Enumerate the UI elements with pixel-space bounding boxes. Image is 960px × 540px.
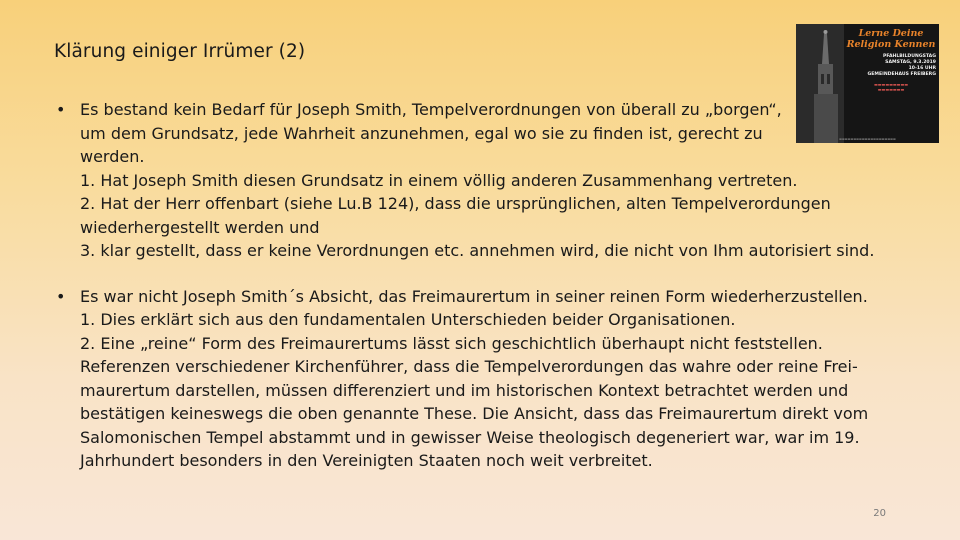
- bullet-text-line: Salomonischen Tempel abstammt und in gewisser Weise theologisch degeneriert war, war im 19.: [80, 427, 860, 447]
- poster-time: 10-16 UHR: [908, 66, 936, 71]
- bullet-text-line: Jahrhundert besonders in den Vereinigten Staaten noch weit verbreitet.: [80, 451, 653, 470]
- bullet-list: [56, 98, 916, 473]
- bullet-text-line: maurertum darstellen, müssen differenziert und im historischen Kontext betrachtet werden und: [80, 380, 849, 400]
- poster-title-line2: Religion Kennen: [846, 39, 936, 50]
- poster-fine-print: ▬▬▬▬▬▬▬▬▬ ▬▬▬▬▬▬▬: [873, 82, 908, 92]
- bullet-text-line: bestätigen keineswegs die oben genannte These. Die Ansicht, dass das Freimaurertum direkt vom: [80, 404, 869, 423]
- bullet-text-line: Es war nicht Joseph Smith´s Absicht, das Freimaurertum in seiner reinen Form wiederherzustellen.: [80, 286, 868, 306]
- bullet-item: [56, 98, 916, 263]
- bullet-text-line: Referenzen verschiedener Kirchenführer, dass die Tempelverordungen das wahre oder reine Frei-: [80, 357, 858, 376]
- poster-event: PFAHLBILDUNGSTAG: [882, 54, 936, 59]
- bullet-text-line: 3. klar gestellt, dass er keine Verordnungen etc. annehmen wird, die nicht von Ihm autorisiert sind.: [80, 241, 875, 260]
- poster-date: SAMSTAG, 9.3.2019: [885, 60, 936, 65]
- bullet-item: [56, 285, 916, 473]
- bullet-symbol: •: [56, 286, 66, 306]
- bullet-text-line: 1. Dies erklärt sich aus den fundamentalen Unterschieden beider Organisationen.: [80, 310, 736, 329]
- bullet-text-line: werden.: [80, 147, 145, 166]
- bullet-text-line: 2. Hat der Herr offenbart (siehe Lu.B 124), dass die ursprünglichen, alten Tempelverordungen: [80, 194, 831, 213]
- bullet-text-line: 2. Eine „reine“ Form des Freimaurertums lässt sich geschichtlich überhaupt nicht feststellen.: [80, 333, 823, 353]
- poster-text: [846, 28, 936, 92]
- bullet-text-line: 1. Hat Joseph Smith diesen Grundsatz in einem völlig anderen Zusammenhang vertreten.: [80, 170, 798, 190]
- poster-footer: ▬▬▬▬▬▬▬▬▬▬▬▬▬▬▬▬▬▬▬▬: [839, 137, 896, 141]
- slide-title: Klärung einiger Irrümer (2): [54, 41, 306, 62]
- bullet-text-line: um dem Grundsatz, jede Wahrheit anzunehmen, egal wo sie zu finden ist, gerecht zu: [80, 123, 763, 143]
- poster-venue: GEMEINDEHAUS FREIBERG: [867, 72, 936, 77]
- poster-title-line1: Lerne Deine: [858, 28, 924, 39]
- bullet-text-line: wiederhergestellt werden und: [80, 217, 320, 237]
- bullet-symbol: •: [56, 100, 66, 119]
- page-number: 20: [873, 508, 886, 519]
- bullet-text-line: Es bestand kein Bedarf für Joseph Smith, Tempelverordnungen von überall zu „borgen“,: [80, 100, 782, 119]
